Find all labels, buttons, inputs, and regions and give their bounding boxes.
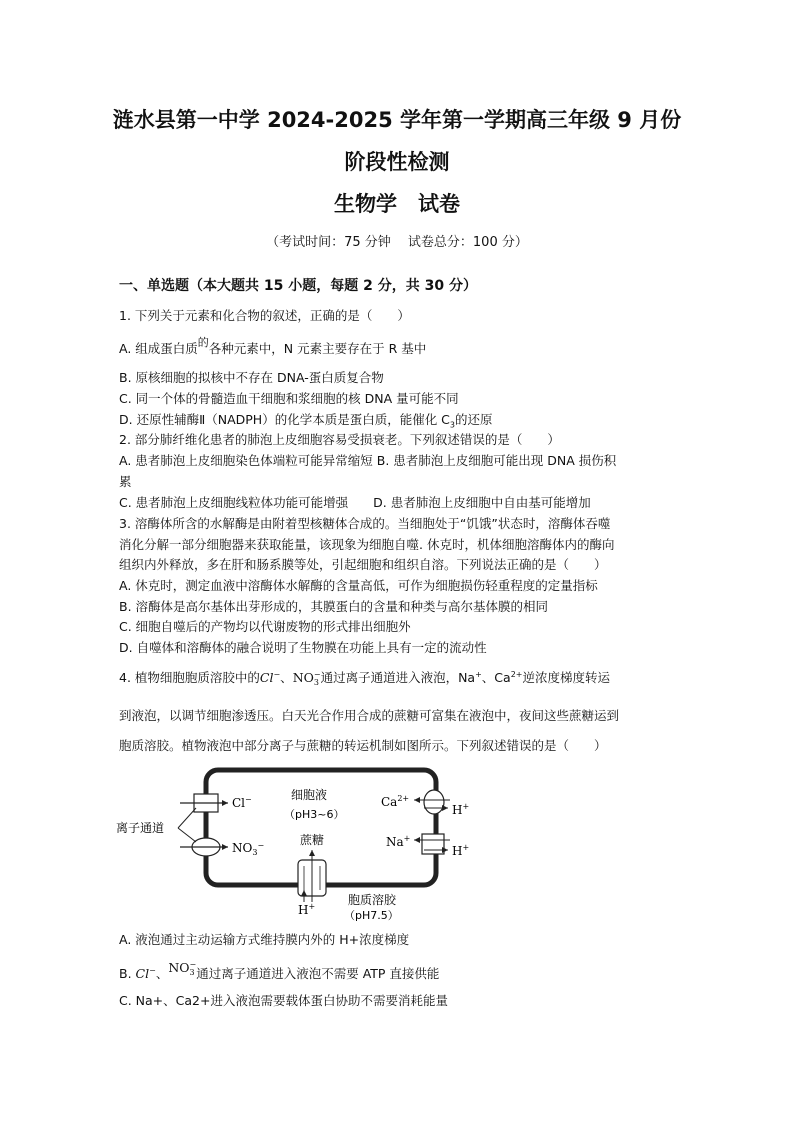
label-no3: $NO_3^-$ <box>232 841 265 857</box>
q4-b-no-sup: − <box>189 959 197 969</box>
question-1-option-c: C. 同一个体的骨髓造血干细胞和浆细胞的核 DNA 量可能不同 <box>119 391 459 406</box>
cl-channel <box>180 794 228 812</box>
q4-mid: 、Ca <box>481 670 511 685</box>
question-1-option-d <box>119 410 493 430</box>
q4-no3 <box>293 670 321 685</box>
na-antiporter <box>414 834 450 854</box>
question-1-option-b: B. 原核细胞的拟核中不存在 DNA-蛋白质复合物 <box>119 370 384 385</box>
label-ca: $Ca^{2+}$ <box>381 794 410 809</box>
q1-d-sub: 3 <box>449 420 455 430</box>
exam-title-line1: 涟水县第一中学 2024-2025 学年第一学期高三年级 9 月份 <box>112 108 682 132</box>
label-vacuole: 细胞液 <box>291 788 328 802</box>
q1-d-pre: D. 还原性辅酶Ⅱ（NADPH）的化学本质是蛋白质，能催化 C <box>119 412 450 427</box>
q4-b-post: 通过离子通道进入液泡不需要 ATP 直接供能 <box>196 966 440 981</box>
q4-b-no-sub: 3 <box>189 967 195 977</box>
question-1-stem: 1. 下列关于元素和化合物的叙述，正确的是（ ） <box>119 308 410 323</box>
q4-pre: 4. 植物细胞胞质溶胶中的 <box>119 670 260 685</box>
question-4-stem-2: 到液泡，以调节细胞渗透压。白天光合作用合成的蔗糖可富集在液泡中，夜间这些蔗糖运到 <box>119 708 620 723</box>
q4-cl <box>260 670 280 685</box>
question-3-option-a: A. 休克时，测定血液中溶酶体水解酶的含量高低，可作为细胞损伤轻重程度的定量指标 <box>119 578 598 593</box>
sucrose-transporter <box>298 850 326 902</box>
exam-info: （考试时间：75 分钟 试卷总分：100 分） <box>266 235 528 250</box>
question-1-option-a <box>119 336 427 357</box>
question-2-options-ab: A. 患者肺泡上皮细胞染色体端粒可能异常缩短 B. 患者肺泡上皮细胞可能出现 DNA 损伤积 <box>119 453 617 468</box>
q1-a-de: 的 <box>197 336 209 349</box>
q1-a-post: 各种元素中，N 元素主要存在于 R 基中 <box>208 341 427 356</box>
question-4-option-b <box>119 959 440 983</box>
label-na: Na+ <box>386 834 411 849</box>
q4-no-sub: 3 <box>313 677 319 687</box>
label-h-ca: H+ <box>452 802 470 817</box>
q4-no-text: NO <box>292 670 314 685</box>
label-h-bottom: H+ <box>298 902 316 917</box>
label-cl: Cl− <box>232 795 252 810</box>
q4-na-sup: + <box>475 669 482 679</box>
question-4-stem-1 <box>119 668 610 687</box>
label-vacuole-ph: （pH3~6） <box>284 808 345 821</box>
q4-b-pre: B. <box>119 966 132 981</box>
no3-channel <box>180 838 228 856</box>
vacuole-transport-diagram <box>116 762 468 922</box>
question-2-options-ab-cont: 累 <box>119 474 132 489</box>
q4-b-sep: 、 <box>155 966 169 981</box>
q4-cl-text: Cl <box>259 670 274 685</box>
q4-no-sup: − <box>313 669 321 679</box>
ca-antiporter <box>414 790 450 814</box>
exam-subject-title: 生物学 试卷 <box>334 192 460 216</box>
question-4-option-a: A. 液泡通过主动运输方式维持膜内外的 H+浓度梯度 <box>119 932 410 947</box>
q4-ca-sup: 2+ <box>510 669 523 679</box>
question-3-stem-3: 组织内外释放，多在肝和肠系膜等处，引起细胞和组织自溶。下列说法正确的是（ ） <box>119 557 607 572</box>
label-h-na: H+ <box>452 843 470 858</box>
q4-post1: 通过离子通道进入液泡，Na <box>320 670 476 685</box>
question-3-option-b: B. 溶酶体是高尔基体出芽形成的，其膜蛋白的含量和种类与高尔基体膜的相同 <box>119 599 549 614</box>
question-2-stem: 2. 部分肺纤维化患者的肺泡上皮细胞容易受损衰老。下列叙述错误的是（ ） <box>119 432 560 447</box>
q4-b-cl <box>136 966 156 981</box>
question-3-stem-1: 3. 溶酶体所含的水解酶是由附着型核糖体合成的。当细胞处于“饥饿”状态时，溶酶体吞噬 <box>119 516 611 531</box>
label-ion-channel: 离子通道 <box>116 821 165 835</box>
question-3-option-c: C. 细胞自噬后的产物均以代谢废物的形式排出细胞外 <box>119 619 411 634</box>
pointer-line-top <box>178 808 196 828</box>
exam-title-line2: 阶段性检测 <box>344 150 450 174</box>
q4-b-cl-text: Cl <box>135 966 150 981</box>
q1-d-post: 的还原 <box>455 412 493 427</box>
q4-b-cl-sup: − <box>149 965 156 975</box>
q4-sep: 、 <box>280 670 293 685</box>
q4-b-no-text: NO <box>168 960 190 975</box>
question-3-option-d: D. 自噬体和溶酶体的融合说明了生物膜在功能上具有一定的流动性 <box>119 640 487 655</box>
question-3-stem-2: 消化分解一部分细胞器来获取能量，该现象为细胞自噬. 休克时，机体细胞溶酶体内的酶向 <box>119 537 615 552</box>
question-4-option-c: C. Na+、Ca2+进入液泡需要载体蛋白协助不需要消耗能量 <box>119 993 448 1008</box>
section-heading: 一、单选题（本大题共 15 小题，每题 2 分，共 30 分） <box>119 278 477 294</box>
q4-post2: 逆浓度梯度转运 <box>522 670 610 685</box>
label-cytosol: 胞质溶胶 <box>348 893 397 907</box>
q4-cl-sup: − <box>273 669 281 679</box>
pointer-line-bottom <box>178 828 196 842</box>
q1-a-pre: A. 组成蛋白质 <box>119 341 198 356</box>
question-2-options-cd: C. 患者肺泡上皮细胞线粒体功能可能增强 D. 患者肺泡上皮细胞中自由基可能增加 <box>119 495 591 510</box>
q4-b-no3 <box>168 960 196 975</box>
label-sucrose: 蔗糖 <box>300 833 325 847</box>
label-cytosol-ph: （pH7.5） <box>344 909 399 922</box>
question-4-stem-3: 胞质溶胶。植物液泡中部分离子与蔗糖的转运机制如图所示。下列叙述错误的是（ ） <box>119 738 607 753</box>
